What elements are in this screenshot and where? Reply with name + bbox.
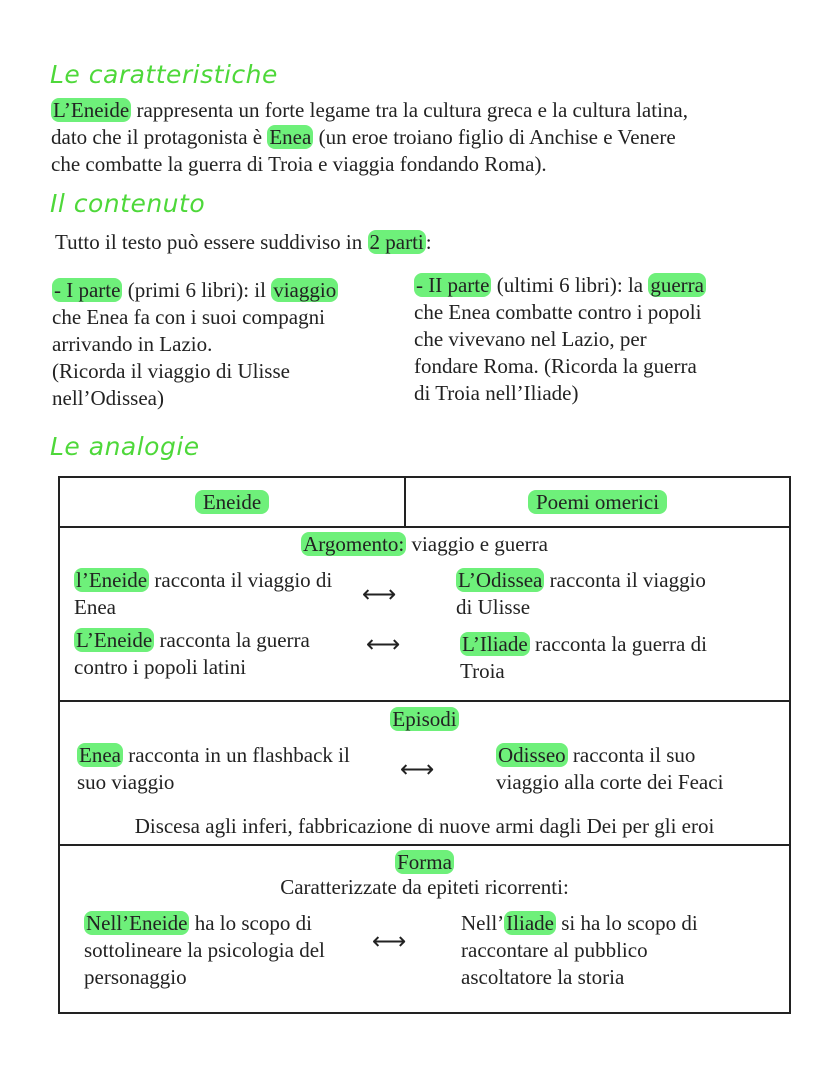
text: (Ricorda il viaggio di Ulisse — [52, 359, 290, 383]
part-one — [52, 277, 397, 412]
argument-row2-left — [74, 627, 374, 681]
text: racconta la guerra di — [529, 632, 707, 656]
header-eneide: Eneide — [195, 490, 269, 514]
highlight-viaggio: viaggio — [273, 278, 337, 302]
double-arrow-icon: ⟷ — [372, 927, 407, 955]
text: viaggio e guerra — [406, 532, 548, 556]
text: personaggio — [84, 965, 187, 989]
header-eneide-cell — [59, 477, 405, 527]
text: (un eroe troiano figlio di Anchise e Venere — [313, 125, 676, 149]
text: sottolineare la psicologia del — [84, 938, 325, 962]
highlight-part-two: - II parte — [416, 273, 490, 297]
highlight-enea: Enea — [269, 125, 312, 149]
text: : — [425, 230, 432, 254]
analogies-table — [58, 476, 791, 1014]
form-subtitle: Caratterizzate da epiteti ricorrenti: — [280, 875, 569, 899]
highlight-liliade: L’Iliade — [462, 632, 528, 656]
form-section — [59, 845, 790, 1013]
text: (primi 6 libri): il — [122, 278, 272, 302]
episodes-section — [59, 701, 790, 845]
highlight-nelleneide: Nell’Eneide — [86, 911, 188, 935]
highlight-enea-episode: Enea — [79, 743, 121, 767]
argument-row2-right — [460, 631, 780, 685]
text: (ultimi 6 libri): la — [491, 273, 649, 297]
text: ha lo scopo di — [189, 911, 312, 935]
text: rappresenta un forte legame tra la cultura greca e la cultura latina, — [131, 98, 688, 122]
highlight-2-parti: 2 parti — [369, 230, 424, 254]
highlight-iliade: Iliade — [506, 911, 554, 935]
text: suo viaggio — [77, 770, 175, 794]
episodes-label — [60, 706, 789, 733]
highlight-episodi: Episodi — [392, 707, 457, 731]
highlight-guerra: guerra — [650, 273, 704, 297]
text: racconta in un flashback il — [122, 743, 350, 767]
heading-content: Il contenuto — [50, 189, 206, 218]
highlight-lodissea: L’Odissea — [458, 568, 543, 592]
text: contro i popoli latini — [74, 655, 247, 679]
text: che Enea combatte contro i popoli — [414, 300, 702, 324]
argument-section — [59, 527, 790, 701]
heading-characteristics: Le caratteristiche — [50, 60, 278, 89]
text: racconta il viaggio di — [149, 568, 333, 592]
highlight-odisseo: Odisseo — [498, 743, 566, 767]
characteristics-paragraph — [51, 97, 811, 178]
header-poemi-cell — [405, 477, 790, 527]
text: Enea — [74, 595, 116, 619]
text: arrivando in Lazio. — [52, 332, 213, 356]
double-arrow-icon: ⟷ — [366, 630, 401, 658]
highlight-eneide: L’Eneide — [53, 98, 130, 122]
text: viaggio alla corte dei Feaci — [496, 770, 724, 794]
text: che vivevano nel Lazio, per — [414, 327, 647, 351]
text: Nell’ — [461, 911, 505, 935]
episodes-right — [496, 742, 786, 796]
part-two — [414, 272, 774, 407]
text: raccontare al pubblico — [461, 938, 648, 962]
text: si ha lo scopo di — [555, 911, 698, 935]
content-intro — [55, 229, 432, 256]
highlight-part-one: - I parte — [54, 278, 121, 302]
text: racconta il suo — [567, 743, 696, 767]
form-label — [60, 849, 789, 876]
highlight-leneide-2: L’Eneide — [76, 628, 153, 652]
argument-row1-right — [456, 567, 776, 621]
highlight-forma: Forma — [397, 850, 452, 874]
episodes-left — [77, 742, 397, 796]
argument-label — [60, 531, 789, 558]
text: nell’Odissea) — [52, 386, 164, 410]
heading-analogies: Le analogie — [50, 432, 200, 461]
highlight-leneide: l’Eneide — [76, 568, 148, 592]
episodes-common: Discesa agli inferi, fabbricazione di nuove armi dagli Dei per gli eroi — [134, 814, 715, 838]
header-poemi-omerici: Poemi omerici — [528, 490, 667, 514]
double-arrow-icon: ⟷ — [362, 580, 397, 608]
highlight-argomento: Argomento: — [303, 532, 405, 556]
text: Tutto il testo può essere suddiviso in — [55, 230, 368, 254]
text: che combatte la guerra di Troia e viaggia fondando Roma). — [51, 152, 547, 176]
form-left — [84, 910, 384, 991]
text: di Ulisse — [456, 595, 531, 619]
form-right — [461, 910, 781, 991]
text: ascoltatore la storia — [461, 965, 625, 989]
argument-row1-left — [74, 567, 374, 621]
text: Troia — [460, 659, 505, 683]
text: fondare Roma. (Ricorda la guerra — [414, 354, 697, 378]
text: di Troia nell’Iliade) — [414, 381, 579, 405]
text: dato che il protagonista è — [51, 125, 268, 149]
double-arrow-icon: ⟷ — [400, 755, 435, 783]
text: che Enea fa con i suoi compagni — [52, 305, 325, 329]
text: racconta il viaggio — [544, 568, 706, 592]
text: racconta la guerra — [154, 628, 310, 652]
